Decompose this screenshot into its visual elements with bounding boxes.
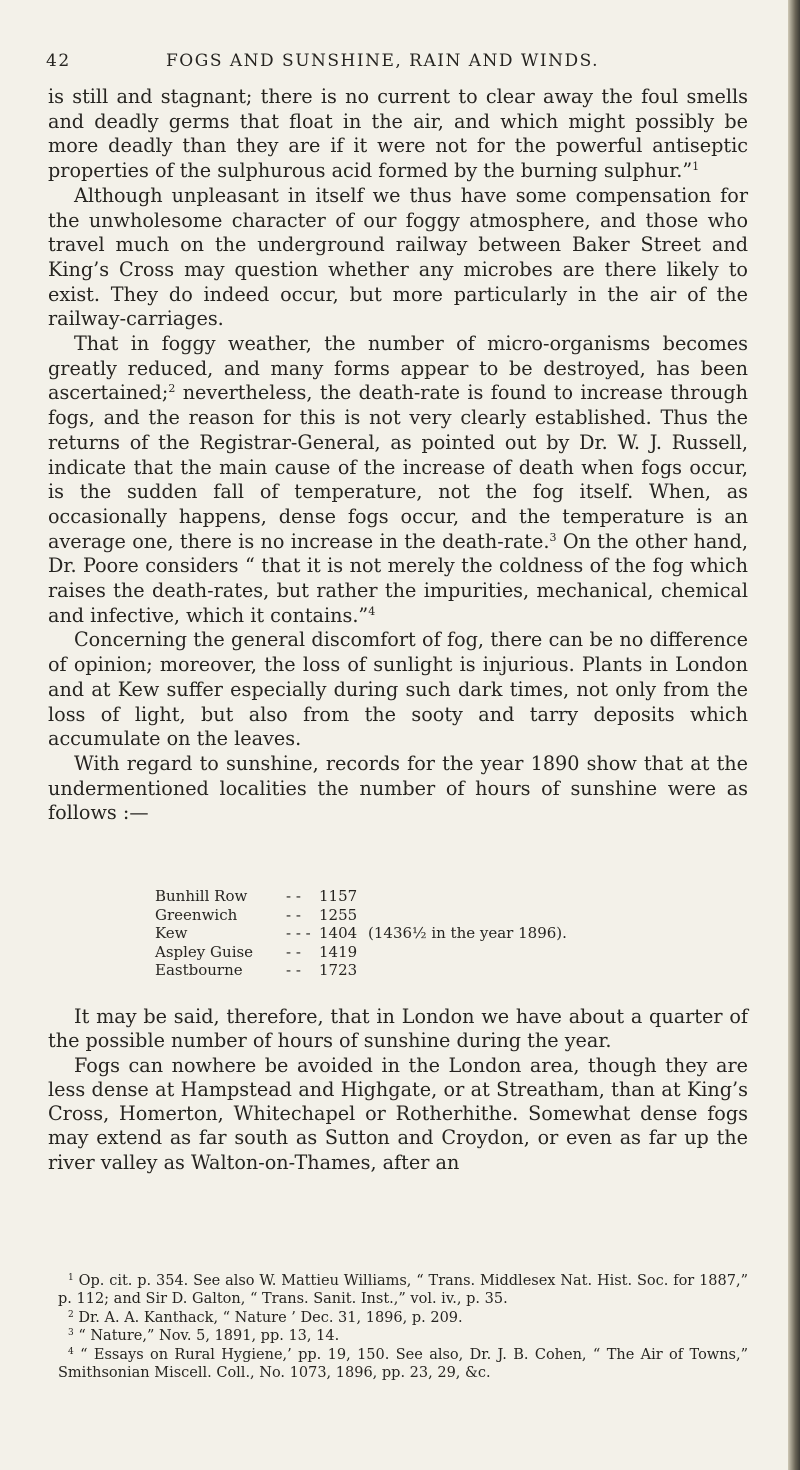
- footnote-ref: 2: [168, 382, 176, 396]
- leader-dashes: - - -: [286, 924, 311, 943]
- paragraph: Concerning the general discomfort of fog, there can be no difference of opinion; moreover, the loss of sunlight is injurious. Plants in London and at Kew suffer especially during such dark times, not only from the loss of light, but also from the sooty and tarry deposits which accumulate on the leaves.: [48, 628, 748, 751]
- paragraph: It may be said, therefore, that in London we have about a quarter of the possible number of hours of sunshine during the year.: [48, 1005, 748, 1053]
- footnote: $^3$ “ Nature,” Nov. 5, 1891, pp. 13, 14.: [68, 1328, 340, 1345]
- page-edge-shadow: [788, 0, 800, 1470]
- leader-dashes: - -: [286, 887, 301, 905]
- hours-cell: 1157: [319, 887, 358, 905]
- footnote-ref: 1: [692, 160, 700, 174]
- body-text-lower: [48, 1005, 748, 1175]
- footnote-ref: 4: [368, 604, 376, 618]
- leader-dashes: - -: [286, 905, 301, 924]
- body-text-upper: [48, 85, 748, 826]
- footnote-mark: 1: [68, 1273, 74, 1283]
- location-cell: Bunhill Row: [155, 887, 248, 905]
- page-number: 42: [46, 51, 71, 71]
- footnote-mark: 4: [68, 1346, 74, 1357]
- footnote: $^1$ Op. cit. p. 354. See also W. Mattieu Williams, “ Trans. Middlesex Nat. Hist. Soc. for 1887,” p. 112; and Sir D. Galton, “ Trans. Sanit. Inst.,” vol. iv., p. 35.: [58, 1273, 749, 1308]
- hours-cell: 1255: [319, 905, 358, 924]
- paragraph: That in foggy weather, the number of micro-organisms becomes greatly reduced, and many forms appear to be destroyed, has been ascertained;$^2$ nevertheless, the death-rate is found to increase through fogs, and the reason for this is not very clearly established. Thus the returns of the Registrar-General, as pointed out by Dr. W. J. Russell, indicate that the main cause of the increase of death when fogs occur, is the sudden fall of temperature, not the fog itself. When, as occasionally happens, dense fogs occur, and the temperature is an average one, there is no increase in the death-rate.$^3$ On the other hand, Dr. Poore considers “ that it is not merely the coldness of the fog which raises the death-rates, but rather the impurities, mechanical, chemical and infective, which it contains.”$^4$: [48, 332, 749, 627]
- footnotes: [58, 1272, 748, 1382]
- table-note: (1436½ in the year 1896).: [368, 924, 567, 943]
- location-cell: Aspley Guise: [155, 942, 254, 961]
- leader-dashes: - -: [286, 942, 301, 961]
- footnote-ref: 3: [549, 530, 557, 544]
- hours-cell: 1404: [319, 924, 358, 943]
- paragraph: is still and stagnant; there is no current to clear away the foul smells and deadly germs that float in the air, and which might possibly be more deadly than they are if it were not for the powerful antiseptic properties of the sulphurous acid formed by the burning sulphur.”$^1$: [48, 85, 748, 183]
- location-cell: Greenwich: [155, 905, 238, 924]
- hours-cell: 1723: [319, 961, 358, 980]
- hours-cell: 1419: [319, 942, 358, 961]
- footnote: $^2$ Dr. A. A. Kanthack, “ Nature ’ Dec. 31, 1896, p. 209.: [68, 1309, 463, 1326]
- footnote-mark: 2: [68, 1309, 74, 1320]
- running-title: FOGS AND SUNSHINE, RAIN AND WINDS.: [166, 51, 600, 71]
- location-cell: Eastbourne: [155, 961, 243, 980]
- location-cell: Kew: [155, 924, 188, 943]
- footnote: $^4$ “ Essays on Rural Hygiene,’ pp. 19, 150. See also, Dr. J. B. Cohen, “ The Air of Towns,” Smithsonian Miscell. Coll., No. 1073, 1896, pp. 23, 29, &c.: [58, 1346, 749, 1382]
- paragraph: With regard to sunshine, records for the year 1890 show that at the undermentioned localities the number of hours of sunshine were as follows :—: [48, 751, 748, 825]
- paragraph: Although unpleasant in itself we thus have some compensation for the unwholesome character of our foggy atmosphere, and those who travel much on the underground railway between Baker Street and King’s Cross may question whether any microbes are there likely to exist. They do indeed occur, but more particularly in the air of the railway-carriages.: [48, 183, 748, 331]
- leader-dashes: - -: [286, 961, 301, 980]
- paragraph: Fogs can nowhere be avoided in the London area, though they are less dense at Hampstead and Highgate, or at Streatham, than at King’s Cross, Homerton, Whitechapel or Rotherhithe. Somewhat dense fogs may extend as far south as Sutton and Croydon, or even as far up the river valley as Walton-on-Thames, after an: [48, 1053, 748, 1174]
- footnote-mark: 3: [68, 1328, 74, 1339]
